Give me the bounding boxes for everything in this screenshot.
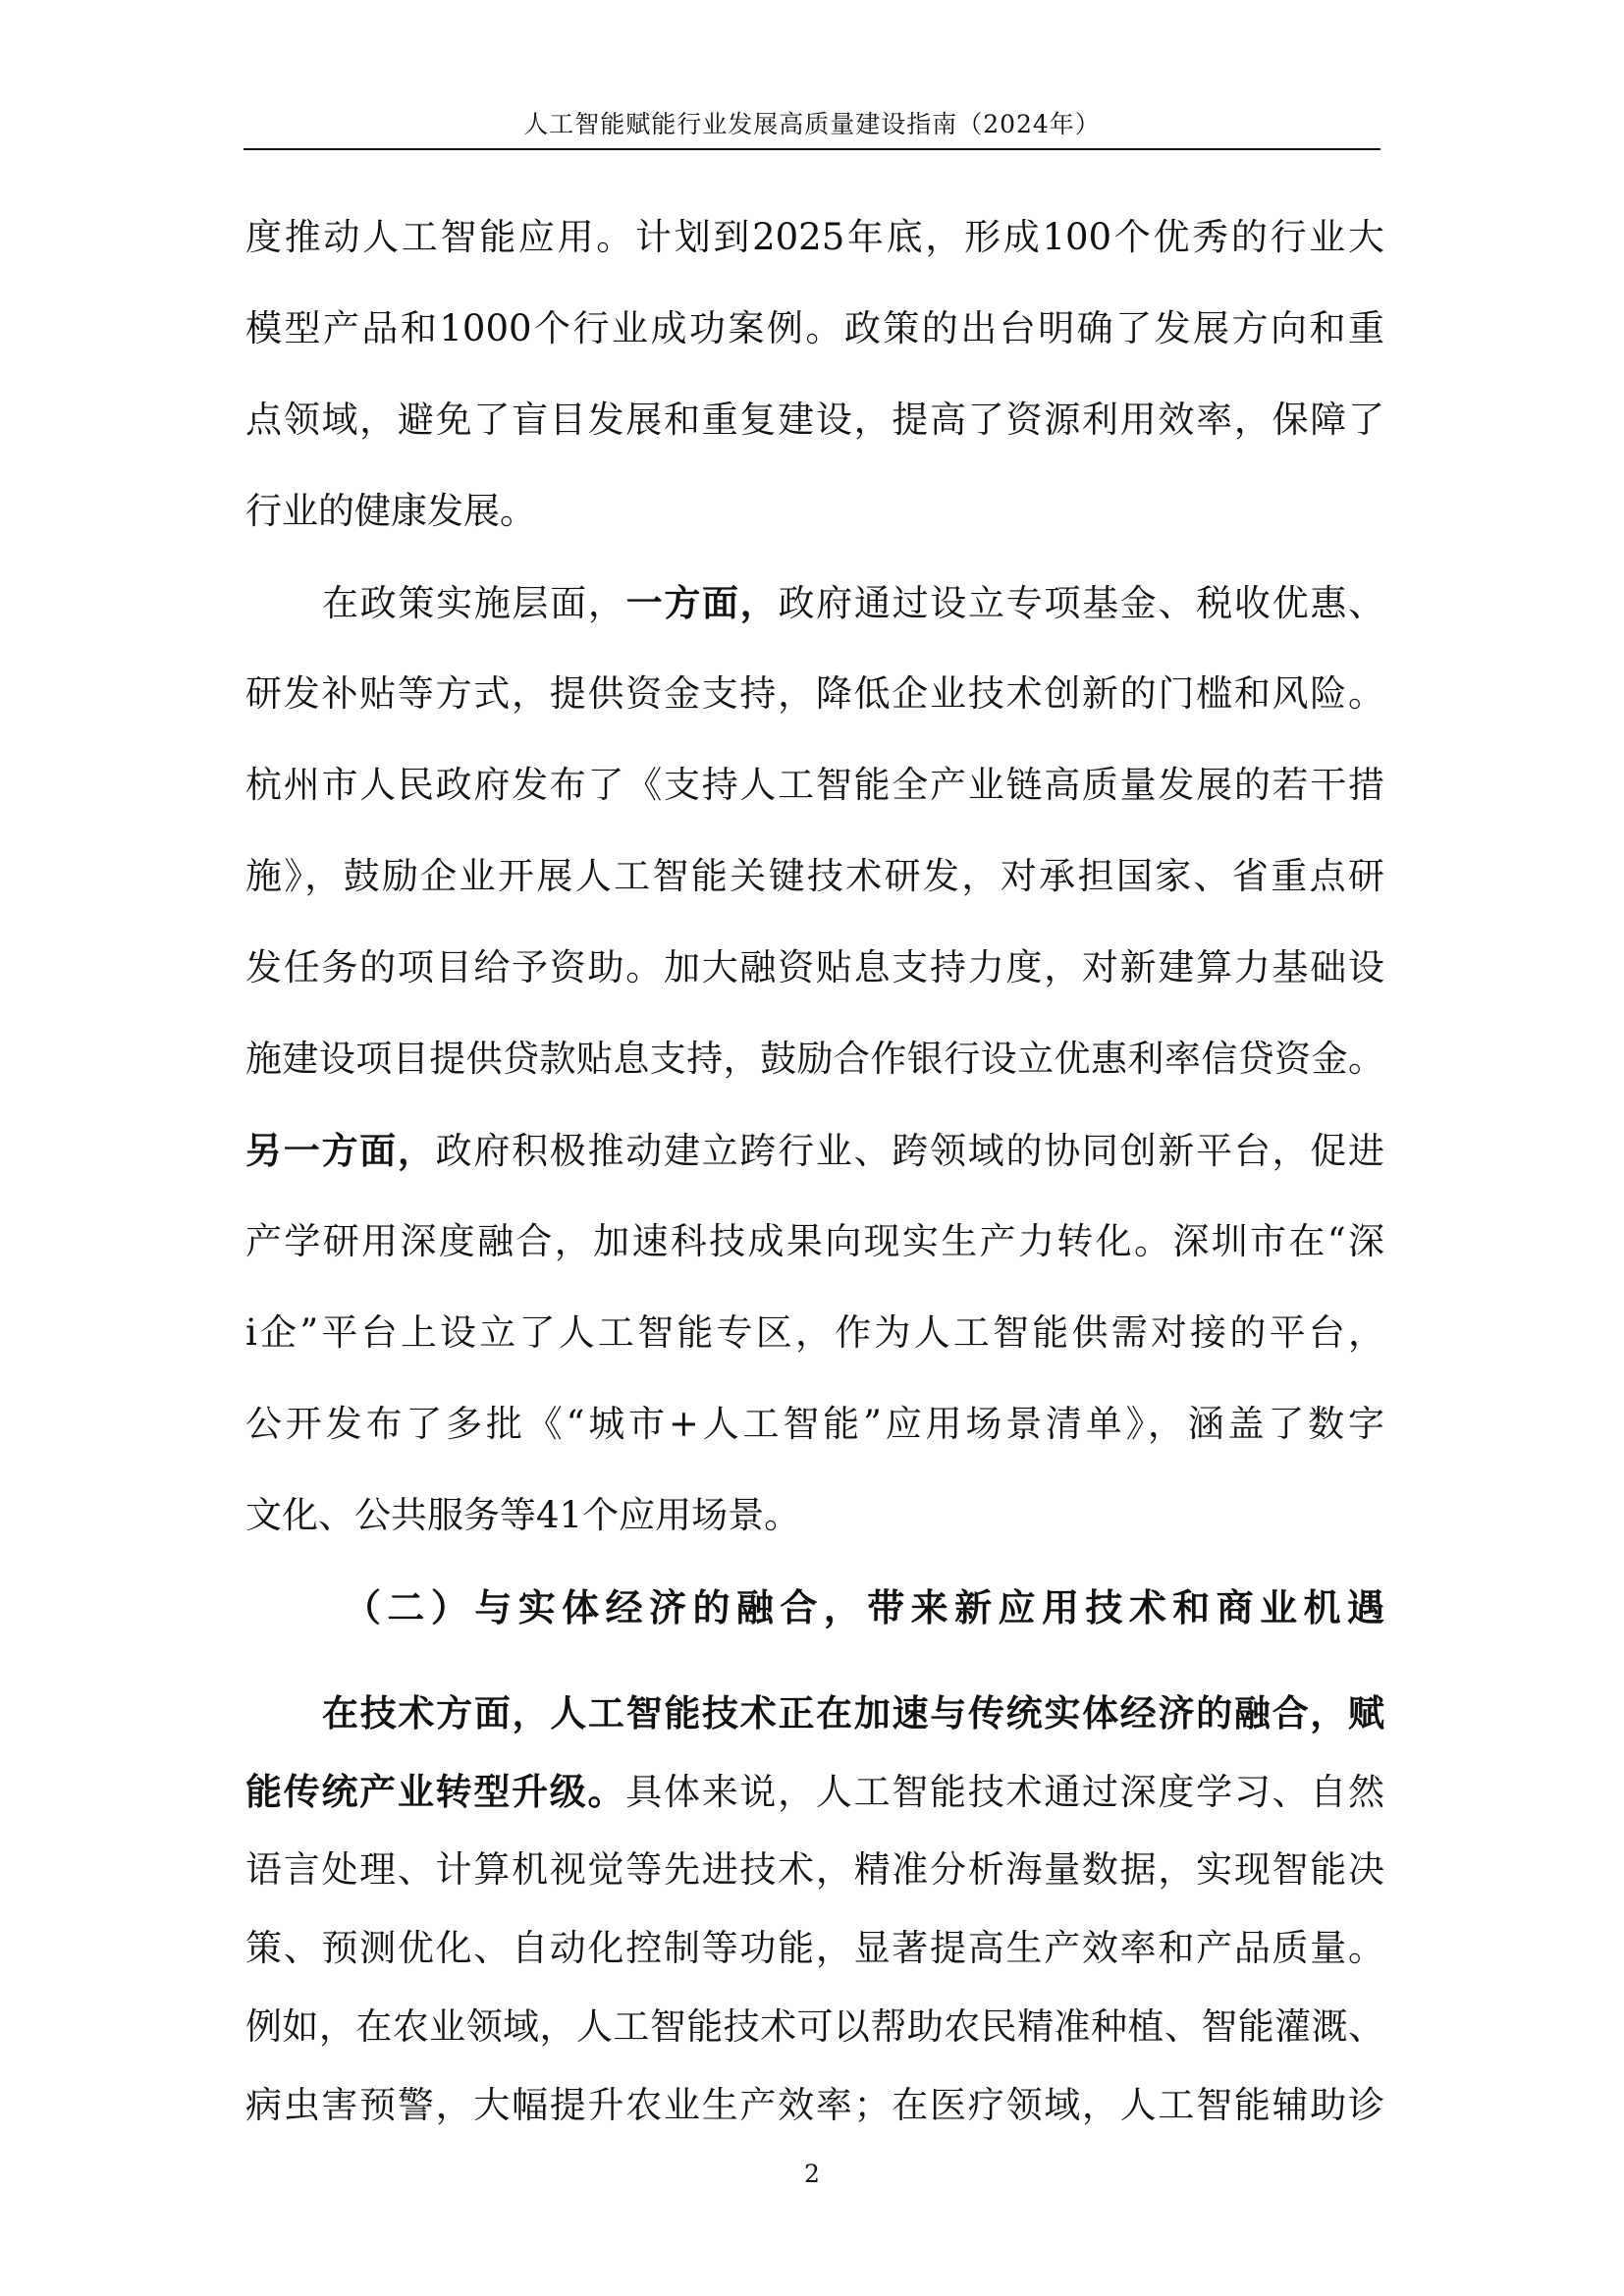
paragraph-2-line-3: 杭州市人民政府发布了《支持人工智能全产业链高质量发展的若干措 [245,764,1384,806]
paragraph-3-line-1: 在技术方面，人工智能技术正在加速与传统实体经济的融合，赋 [322,1691,1384,1735]
paragraph-3-line-2 [245,1767,1384,1816]
text-run: 在政策实施层面， [322,582,626,624]
header-rule [244,148,1380,150]
paragraph-2-line-7 [245,1126,1384,1175]
paragraph-1-line-1: 度推动人工智能应用。计划到2025年底，形成100个优秀的行业大 [245,216,1384,258]
paragraph-2-line-5: 发任务的项目给予资助。加大融资贴息支持力度，对新建算力基础设 [245,946,1384,988]
paragraph-2-line-2: 研发补贴等方式，提供资金支持，降低企业技术创新的门槛和风险。 [245,672,1384,715]
page-number: 2 [804,2160,820,2188]
section-heading: （二）与实体经济的融合，带来新应用技术和商业机遇 [344,1585,1384,1629]
paragraph-3-line-5: 例如，在农业领域，人工智能技术可以帮助农民精准种植、智能灌溉、 [245,2005,1384,2048]
paragraph-2-line-9: i企”平台上设立了人工智能专区，作为人工智能供需对接的平台， [245,1311,1384,1354]
paragraph-2-line-11: 文化、公共服务等41个应用场景。 [245,1494,801,1536]
emphasis-transformation: 能传统产业转型升级。 [245,1770,626,1813]
paragraph-1-line-3: 点领域，避免了盲目发展和重复建设，提高了资源利用效率，保障了 [245,399,1384,441]
paragraph-2-line-4: 施》，鼓励企业开展人工智能关键技术研发，对承担国家、省重点研 [245,855,1384,897]
paragraph-1-line-2: 模型产品和1000个行业成功案例。政策的出台明确了发展方向和重 [245,307,1384,349]
paragraph-3-line-3: 语言处理、计算机视觉等先进技术，精准分析海量数据，实现智能决 [245,1848,1384,1891]
paragraph-2-line-6: 施建设项目提供贷款贴息支持，鼓励合作银行设立优惠利率信贷资金。 [245,1038,1384,1080]
text-run: 具体来说，人工智能技术通过深度学习、自然 [625,1771,1385,1813]
paragraph-2-line-10: 公开发布了多批《“城市+人工智能”应用场景清单》，涵盖了数字 [245,1403,1384,1445]
emphasis-other-hand: 另一方面， [245,1129,436,1172]
emphasis-one-hand: 一方面， [625,581,779,624]
paragraph-3-line-4: 策、预测优化、自动化控制等功能，显著提高生产效率和产品质量。 [245,1927,1384,1969]
text-run: 政府通过设立专项基金、税收优惠、 [778,582,1385,624]
paragraph-1-line-4: 行业的健康发展。 [245,490,536,532]
running-header: 人工智能赋能行业发展高质量建设指南（2024年） [523,110,1101,138]
paragraph-2-line-8: 产学研用深度融合，加速科技成果向现实生产力转化。深圳市在“深 [245,1220,1384,1262]
text-run: 政府积极推动建立跨行业、跨领域的协同创新平台，促进 [435,1130,1385,1172]
paragraph-2-line-1 [322,578,1384,627]
paragraph-3-line-6: 病虫害预警，大幅提升农业生产效率；在医疗领域，人工智能辅助诊 [245,2084,1384,2126]
